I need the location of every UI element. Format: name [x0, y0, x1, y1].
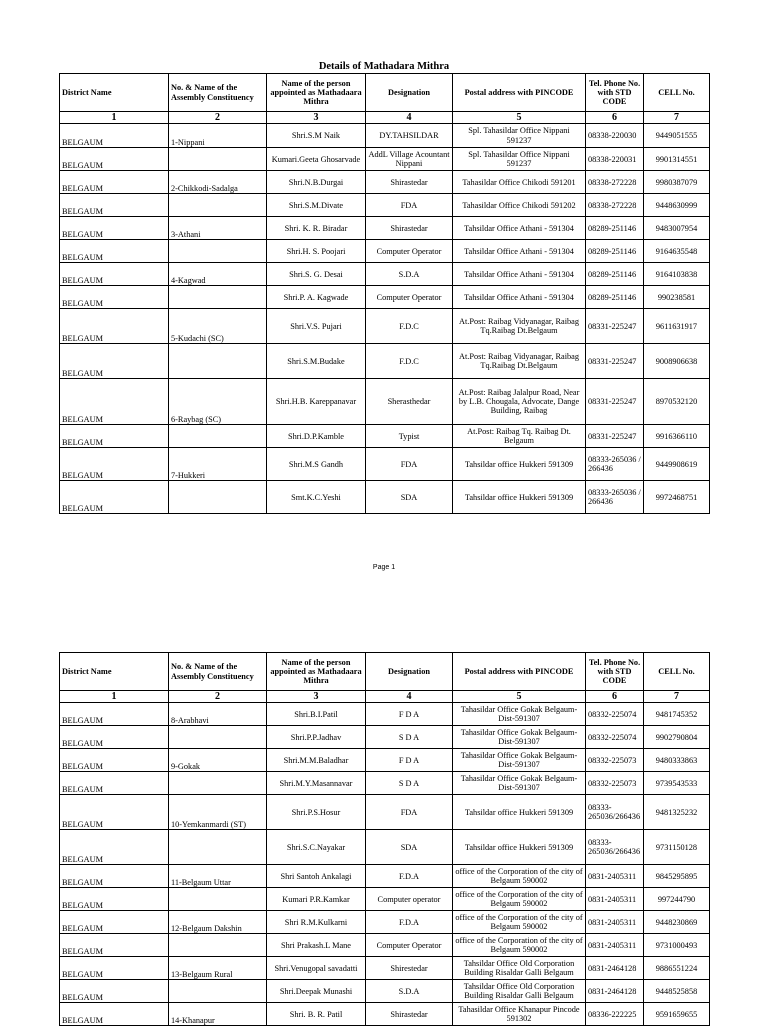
designation-cell: FDA [366, 448, 453, 481]
designation-cell: S.D.A [366, 263, 453, 286]
designation-cell: Shirestedar [366, 957, 453, 980]
table-row [60, 344, 710, 379]
table-body-page-1 [60, 124, 710, 514]
district-name-cell: BELGAUM [60, 703, 169, 726]
tel-phone-cell: 08332-225073 [586, 772, 644, 795]
column-number: 2 [169, 691, 267, 703]
column-number: 4 [366, 691, 453, 703]
cell-no-cell: 9480333863 [644, 749, 710, 772]
table-row [60, 240, 710, 263]
tel-phone-cell: 08332-225074 [586, 703, 644, 726]
designation-cell: Shirastedar [366, 171, 453, 194]
constituency-cell [169, 934, 267, 957]
district-name-cell: BELGAUM [60, 830, 169, 865]
postal-address-cell: Tahasildar Office Khanapur Pincode 591302 [453, 1003, 586, 1026]
postal-address-cell: Spl. Tahasildar Office Nippani 591237 [453, 148, 586, 171]
cell-no-cell: 8970532120 [644, 379, 710, 425]
person-name-cell: Shri.Venugopal savadatti [267, 957, 366, 980]
cell-no-cell: 9611631917 [644, 309, 710, 344]
postal-address-cell: Tahsildar Office Athani - 591304 [453, 217, 586, 240]
tel-phone-cell: 08289-251146 [586, 263, 644, 286]
table-row [60, 749, 710, 772]
constituency-cell: 8-Arabhavi [169, 703, 267, 726]
constituency-cell: 7-Hukkeri [169, 448, 267, 481]
district-name-cell: BELGAUM [60, 749, 169, 772]
tel-phone-cell: 0831-2405311 [586, 911, 644, 934]
constituency-cell: 10-Yemkanmardi (ST) [169, 795, 267, 830]
designation-cell: Sherasthedar [366, 379, 453, 425]
postal-address-cell: Tahasildar Office Chikodi 591202 [453, 194, 586, 217]
constituency-cell: 3-Athani [169, 217, 267, 240]
postal-address-cell: Tahsildar office Hukkeri 591309 [453, 448, 586, 481]
person-name-cell: Shri.P. A. Kagwade [267, 286, 366, 309]
header-postal-address: Postal address with PINCODE [453, 74, 586, 112]
constituency-cell: 11-Belgaum Uttar [169, 865, 267, 888]
tel-phone-cell: 08333-265036 / 266436 [586, 481, 644, 514]
cell-no-cell: 9972468751 [644, 481, 710, 514]
person-name-cell: Shri.V.S. Pujari [267, 309, 366, 344]
constituency-cell: 6-Raybag (SC) [169, 379, 267, 425]
header-assembly-constituency: No. & Name of the Assembly Constituency [169, 653, 267, 691]
column-number: 6 [586, 691, 644, 703]
tel-phone-cell: 08331-225247 [586, 425, 644, 448]
cell-no-cell: 9591659655 [644, 1003, 710, 1026]
cell-no-cell: 9739543533 [644, 772, 710, 795]
district-name-cell: BELGAUM [60, 194, 169, 217]
table-row [60, 1003, 710, 1026]
cell-no-cell: 9448630999 [644, 194, 710, 217]
person-name-cell: Shri.P.S.Hosur [267, 795, 366, 830]
district-name-cell: BELGAUM [60, 344, 169, 379]
designation-cell: F.D.C [366, 309, 453, 344]
header-person-name: Name of the person appointed as Mathadaara Mithra [267, 653, 366, 691]
tel-phone-cell: 0831-2464128 [586, 957, 644, 980]
column-number-row [60, 691, 710, 703]
column-number: 7 [644, 691, 710, 703]
district-name-cell: BELGAUM [60, 865, 169, 888]
tel-phone-cell: 08338-272228 [586, 171, 644, 194]
column-number: 7 [644, 112, 710, 124]
district-name-cell: BELGAUM [60, 124, 169, 148]
designation-cell: F D A [366, 703, 453, 726]
cell-no-cell: 9916366110 [644, 425, 710, 448]
cell-no-cell: 9008906638 [644, 344, 710, 379]
table-row [60, 957, 710, 980]
cell-no-cell: 9731150128 [644, 830, 710, 865]
column-number: 2 [169, 112, 267, 124]
constituency-cell [169, 726, 267, 749]
tel-phone-cell: 08289-251146 [586, 286, 644, 309]
constituency-cell: 12-Belgaum Dakshin [169, 911, 267, 934]
mathadara-mithra-table-page-1 [59, 73, 710, 514]
header-person-name: Name of the person appointed as Mathadaara Mithra [267, 74, 366, 112]
designation-cell: F.D.C [366, 344, 453, 379]
person-name-cell: Shri. K. R. Biradar [267, 217, 366, 240]
column-number: 5 [453, 691, 586, 703]
constituency-cell: 4-Kagwad [169, 263, 267, 286]
table-row [60, 911, 710, 934]
tel-phone-cell: 08336-222225 [586, 1003, 644, 1026]
constituency-cell [169, 481, 267, 514]
district-name-cell: BELGAUM [60, 726, 169, 749]
column-number: 6 [586, 112, 644, 124]
tel-phone-cell: 08331-225247 [586, 309, 644, 344]
cell-no-cell: 9901314551 [644, 148, 710, 171]
table-row [60, 772, 710, 795]
district-name-cell: BELGAUM [60, 980, 169, 1003]
cell-no-cell: 9449908619 [644, 448, 710, 481]
person-name-cell: Shri.M.Y.Masannavar [267, 772, 366, 795]
designation-cell: AddL Village Acountant Nippani [366, 148, 453, 171]
tel-phone-cell: 08332-225074 [586, 726, 644, 749]
postal-address-cell: At.Post: Raibag Vidyanagar, Raibag Tq.Raibag Dt.Belgaum [453, 344, 586, 379]
cell-no-cell: 9483007954 [644, 217, 710, 240]
designation-cell: DY.TAHSILDAR [366, 124, 453, 148]
district-name-cell: BELGAUM [60, 217, 169, 240]
cell-no-cell: 9164635548 [644, 240, 710, 263]
district-name-cell: BELGAUM [60, 171, 169, 194]
person-name-cell: Shri R.M.Kulkarni [267, 911, 366, 934]
person-name-cell: Shri.M.M.Baladhar [267, 749, 366, 772]
table-row [60, 448, 710, 481]
district-name-cell: BELGAUM [60, 934, 169, 957]
cell-no-cell: 9449051555 [644, 124, 710, 148]
person-name-cell: Shri.S. G. Desai [267, 263, 366, 286]
column-number: 3 [267, 691, 366, 703]
mathadara-mithra-table-page-2 [59, 652, 710, 1026]
designation-cell: F.D.A [366, 865, 453, 888]
district-name-cell: BELGAUM [60, 448, 169, 481]
designation-cell: Shirastedar [366, 1003, 453, 1026]
table-row [60, 425, 710, 448]
header-district-name: District Name [60, 653, 169, 691]
table-row [60, 726, 710, 749]
designation-cell: Computer Operator [366, 286, 453, 309]
postal-address-cell: Spl. Tahasildar Office Nippani 591237 [453, 124, 586, 148]
designation-cell: SDA [366, 830, 453, 865]
postal-address-cell: Tahsildar Office Athani - 591304 [453, 240, 586, 263]
tel-phone-cell: 08289-251146 [586, 217, 644, 240]
table-row [60, 379, 710, 425]
postal-address-cell: Tahasildar Office Gokak Belgaum-Dist-591307 [453, 749, 586, 772]
constituency-cell [169, 425, 267, 448]
designation-cell: F D A [366, 749, 453, 772]
district-name-cell: BELGAUM [60, 911, 169, 934]
person-name-cell: Shri.H. S. Poojari [267, 240, 366, 263]
designation-cell: Typist [366, 425, 453, 448]
person-name-cell: Shri.S.M Naik [267, 124, 366, 148]
constituency-cell [169, 344, 267, 379]
district-name-cell: BELGAUM [60, 481, 169, 514]
header-cell-no: CELL No. [644, 74, 710, 112]
designation-cell: Computer Operator [366, 240, 453, 263]
person-name-cell: Shri.N.B.Durgai [267, 171, 366, 194]
header-tel-phone: Tel. Phone No. with STD CODE [586, 74, 644, 112]
postal-address-cell: office of the Corporation of the city of Belgaum 590002 [453, 865, 586, 888]
constituency-cell [169, 148, 267, 171]
tel-phone-cell: 0831-2405311 [586, 888, 644, 911]
constituency-cell [169, 240, 267, 263]
designation-cell: S D A [366, 772, 453, 795]
postal-address-cell: Tahsildar Office Athani - 591304 [453, 263, 586, 286]
cell-no-cell: 9731000493 [644, 934, 710, 957]
person-name-cell: Shri.Deepak Munashi [267, 980, 366, 1003]
tel-phone-cell: 08289-251146 [586, 240, 644, 263]
header-tel-phone: Tel. Phone No. with STD CODE [586, 653, 644, 691]
header-row [60, 74, 710, 112]
person-name-cell: Shri Santoh Ankalagi [267, 865, 366, 888]
header-designation: Designation [366, 74, 453, 112]
district-name-cell: BELGAUM [60, 148, 169, 171]
designation-cell: S D A [366, 726, 453, 749]
district-name-cell: BELGAUM [60, 1003, 169, 1026]
table-row [60, 263, 710, 286]
cell-no-cell: 9481325232 [644, 795, 710, 830]
designation-cell: FDA [366, 795, 453, 830]
cell-no-cell: 9448230869 [644, 911, 710, 934]
district-name-cell: BELGAUM [60, 240, 169, 263]
district-name-cell: BELGAUM [60, 957, 169, 980]
postal-address-cell: Tahasildar Office Chikodi 591201 [453, 171, 586, 194]
postal-address-cell: Tahsildar office Hukkeri 591309 [453, 795, 586, 830]
table-row [60, 830, 710, 865]
column-number: 5 [453, 112, 586, 124]
designation-cell: S.D.A [366, 980, 453, 1003]
table-row [60, 148, 710, 171]
table-row [60, 217, 710, 240]
constituency-cell: 13-Belgaum Rural [169, 957, 267, 980]
postal-address-cell: Tahsildar office Hukkeri 591309 [453, 830, 586, 865]
tel-phone-cell: 08331-225247 [586, 379, 644, 425]
district-name-cell: BELGAUM [60, 772, 169, 795]
person-name-cell: Shri.D.P.Kamble [267, 425, 366, 448]
postal-address-cell: Tahasildar Office Gokak Belgaum-Dist-591307 [453, 703, 586, 726]
column-number-row [60, 112, 710, 124]
constituency-cell [169, 286, 267, 309]
tel-phone-cell: 0831-2405311 [586, 934, 644, 957]
person-name-cell: Shri.S.C.Nayakar [267, 830, 366, 865]
constituency-cell: 14-Khanapur [169, 1003, 267, 1026]
constituency-cell [169, 980, 267, 1003]
person-name-cell: Shri.S.M.Divate [267, 194, 366, 217]
cell-no-cell: 9980387079 [644, 171, 710, 194]
postal-address-cell: Tahsildar Office Athani - 591304 [453, 286, 586, 309]
header-assembly-constituency: No. & Name of the Assembly Constituency [169, 74, 267, 112]
district-name-cell: BELGAUM [60, 379, 169, 425]
table-row [60, 309, 710, 344]
person-name-cell: Kumari P.R.Kamkar [267, 888, 366, 911]
constituency-cell [169, 772, 267, 795]
cell-no-cell: 9845295895 [644, 865, 710, 888]
postal-address-cell: At.Post: Raibag Vidyanagar, Raibag Tq.Raibag Dt.Belgaum [453, 309, 586, 344]
person-name-cell: Kumari.Geeta Ghosarvade [267, 148, 366, 171]
postal-address-cell: Tahasildar Office Gokak Belgaum-Dist-591307 [453, 726, 586, 749]
cell-no-cell: 9902790804 [644, 726, 710, 749]
table-row [60, 888, 710, 911]
table-row [60, 934, 710, 957]
cell-no-cell: 990238581 [644, 286, 710, 309]
district-name-cell: BELGAUM [60, 795, 169, 830]
column-number: 1 [60, 691, 169, 703]
document-title: Details of Mathadara Mithra [318, 61, 450, 72]
header-district-name: District Name [60, 74, 169, 112]
table-row [60, 194, 710, 217]
person-name-cell: Shri.P.P.Jadhav [267, 726, 366, 749]
table-row [60, 286, 710, 309]
table-body-page-2 [60, 703, 710, 1026]
district-name-cell: BELGAUM [60, 286, 169, 309]
table-row [60, 481, 710, 514]
tel-phone-cell: 08332-225073 [586, 749, 644, 772]
tel-phone-cell: 08333-265036 / 266436 [586, 448, 644, 481]
person-name-cell: Shri.M.S Gandh [267, 448, 366, 481]
designation-cell: FDA [366, 194, 453, 217]
constituency-cell: 5-Kudachi (SC) [169, 309, 267, 344]
constituency-cell [169, 194, 267, 217]
postal-address-cell: Tahasildar Office Gokak Belgaum-Dist-591307 [453, 772, 586, 795]
postal-address-cell: Tahsildar office Hukkeri 591309 [453, 481, 586, 514]
postal-address-cell: office of the Corporation of the city of Belgaum 590002 [453, 911, 586, 934]
district-name-cell: BELGAUM [60, 888, 169, 911]
table-row [60, 865, 710, 888]
tel-phone-cell: 0831-2405311 [586, 865, 644, 888]
postal-address-cell: office of the Corporation of the city of Belgaum 590002 [453, 934, 586, 957]
designation-cell: Computer Operator [366, 934, 453, 957]
constituency-cell [169, 830, 267, 865]
tel-phone-cell: 08333-265036/266436 [586, 830, 644, 865]
tel-phone-cell: 08331-225247 [586, 344, 644, 379]
person-name-cell: Shri.S.M.Budake [267, 344, 366, 379]
header-row [60, 653, 710, 691]
header-cell-no: CELL No. [644, 653, 710, 691]
table-row [60, 703, 710, 726]
postal-address-cell: At.Post: Raibag Tq. Raibag Dt. Belgaum [453, 425, 586, 448]
postal-address-cell: office of the Corporation of the city of Belgaum 590002 [453, 888, 586, 911]
page-number-label: Page 1 [372, 564, 396, 571]
cell-no-cell: 9886551224 [644, 957, 710, 980]
district-name-cell: BELGAUM [60, 309, 169, 344]
table-row [60, 795, 710, 830]
constituency-cell: 2-Chikkodi-Sadalga [169, 171, 267, 194]
constituency-cell: 9-Gokak [169, 749, 267, 772]
constituency-cell [169, 888, 267, 911]
column-number: 4 [366, 112, 453, 124]
person-name-cell: Shri.H.B. Kareppanavar [267, 379, 366, 425]
table-row [60, 171, 710, 194]
header-designation: Designation [366, 653, 453, 691]
cell-no-cell: 997244790 [644, 888, 710, 911]
tel-phone-cell: 0831-2464128 [586, 980, 644, 1003]
column-number: 1 [60, 112, 169, 124]
tel-phone-cell: 08338-220030 [586, 124, 644, 148]
table-row [60, 980, 710, 1003]
cell-no-cell: 9448525858 [644, 980, 710, 1003]
tel-phone-cell: 08338-272228 [586, 194, 644, 217]
person-name-cell: Smt.K.C.Yeshi [267, 481, 366, 514]
header-postal-address: Postal address with PINCODE [453, 653, 586, 691]
designation-cell: SDA [366, 481, 453, 514]
tel-phone-cell: 08333-265036/266436 [586, 795, 644, 830]
postal-address-cell: Tahsildar Office Old Corporation Building Risaldar Galli Belgaum [453, 980, 586, 1003]
person-name-cell: Shri Prakash.L Mane [267, 934, 366, 957]
cell-no-cell: 9481745352 [644, 703, 710, 726]
postal-address-cell: Tahsildar Office Old Corporation Building Risaldar Galli Belgaum [453, 957, 586, 980]
district-name-cell: BELGAUM [60, 263, 169, 286]
person-name-cell: Shri. B. R. Patil [267, 1003, 366, 1026]
constituency-cell: 1-Nippani [169, 124, 267, 148]
person-name-cell: Shri.B.I.Patil [267, 703, 366, 726]
tel-phone-cell: 08338-220031 [586, 148, 644, 171]
table-row [60, 124, 710, 148]
designation-cell: Shirastedar [366, 217, 453, 240]
column-number: 3 [267, 112, 366, 124]
designation-cell: F.D.A [366, 911, 453, 934]
designation-cell: Computer operator [366, 888, 453, 911]
postal-address-cell: At.Post: Raibag Jalalpur Road, Near by L.B. Chougala, Advocate, Dange Building, Raibag [453, 379, 586, 425]
district-name-cell: BELGAUM [60, 425, 169, 448]
cell-no-cell: 9164103838 [644, 263, 710, 286]
